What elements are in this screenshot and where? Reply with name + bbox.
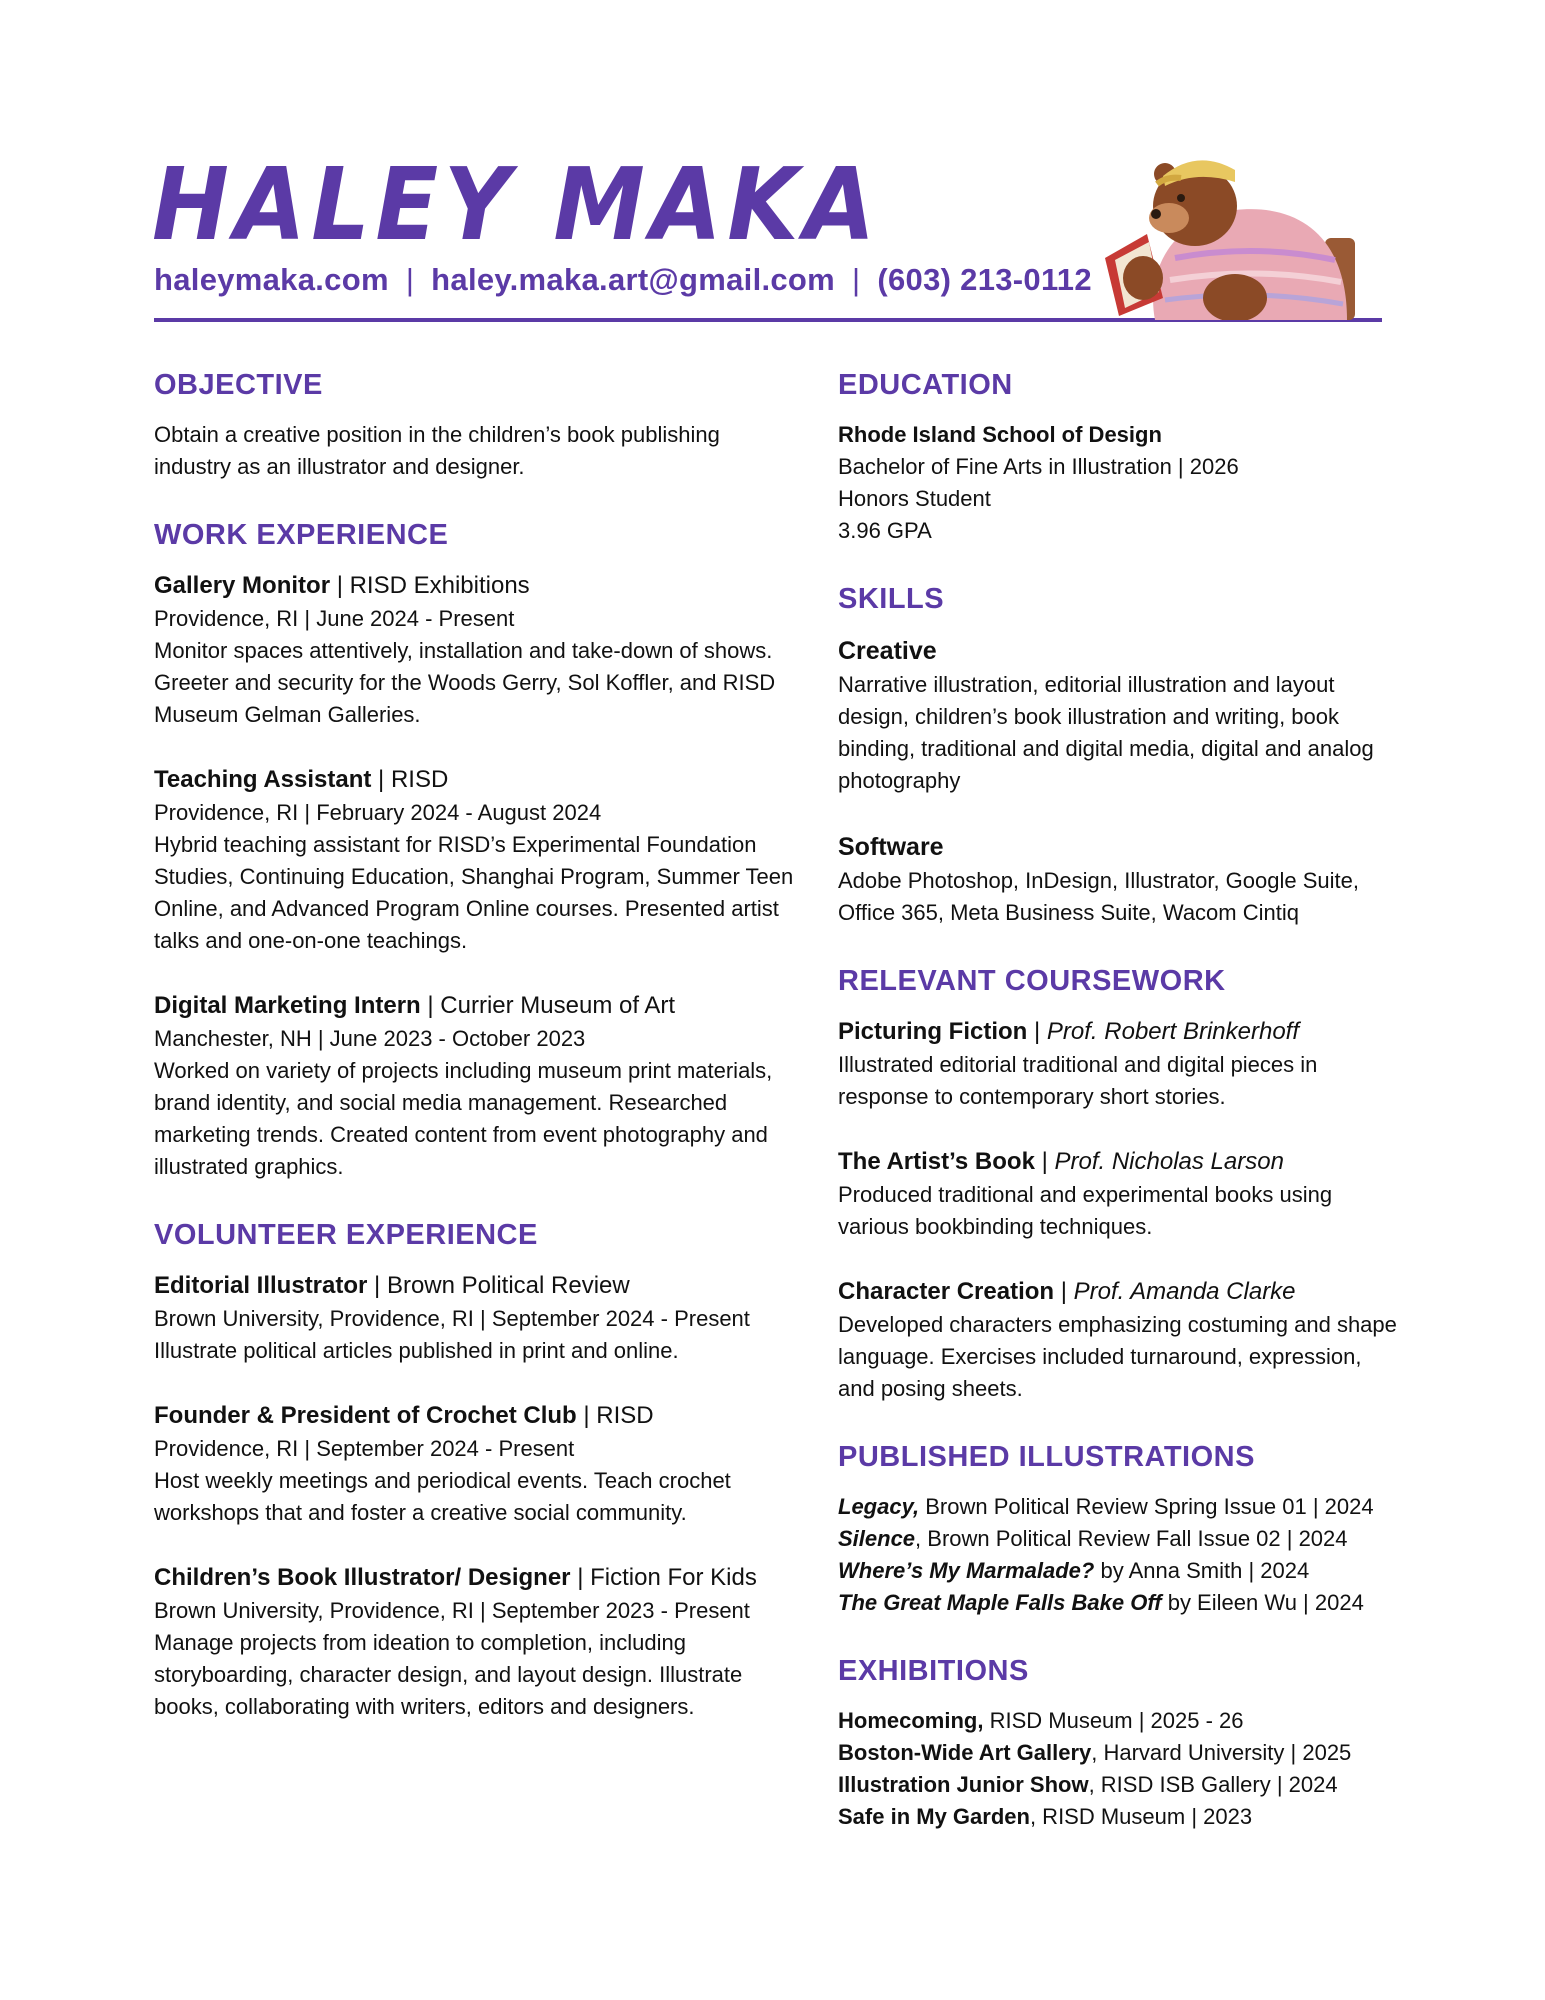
volunteer-entry	[154, 1561, 794, 1723]
course-professor: Prof. Robert Brinkerhoff	[1046, 1018, 1300, 1045]
coursework-section	[838, 961, 1398, 1405]
entry-description: Monitor spaces attentively, installation and take-down of shows. Greeter and security for the Woods Gerry, Sol Koffler, and RISD Museum Gelman Galleries.	[154, 638, 776, 727]
bear-reading-illustration	[1085, 148, 1375, 320]
entry-description: Hybrid teaching assistant for RISD’s Experimental Foundation Studies, Continuing Education, Shanghai Program, Summer Teen Online, and Advanced Program Online courses. Presented artist talks and one-on-one teachings.	[154, 832, 794, 953]
published-work-details: Brown Political Review Spring Issue 01 | 2024	[919, 1494, 1374, 1519]
skills-creative-text: Narrative illustration, editorial illustration and layout design, children’s book illustration and writing, book binding, traditional and digital media, digital and analog photography	[838, 672, 1374, 793]
course-professor: Prof. Nicholas Larson	[1054, 1148, 1284, 1175]
course-name: Picturing Fiction	[838, 1018, 1028, 1045]
course-entry	[838, 1145, 1398, 1243]
course-heading	[838, 1275, 1398, 1309]
entry-role: Gallery Monitor	[154, 572, 331, 599]
entry-role: Digital Marketing Intern	[154, 992, 421, 1019]
course-separator: |	[1027, 1018, 1047, 1045]
course-entry	[838, 1275, 1398, 1405]
entry-role: Children’s Book Illustrator/ Designer	[154, 1564, 571, 1591]
entry-org: | RISD	[371, 766, 449, 793]
course-separator: |	[1054, 1278, 1074, 1305]
honors: Honors Student	[838, 486, 991, 511]
skills-software-title: Software	[838, 833, 944, 861]
exhibition-item	[838, 1801, 1398, 1833]
published-work-title: The Great Maple Falls Bake Off	[838, 1590, 1162, 1615]
exhibition-details: RISD Museum | 2025 - 26	[983, 1708, 1244, 1733]
published-work-details: by Anna Smith | 2024	[1094, 1558, 1310, 1583]
degree: Bachelor of Fine Arts in Illustration | 2026	[838, 454, 1239, 479]
school-name	[838, 419, 1398, 451]
entry-role: Teaching Assistant	[154, 766, 372, 793]
contact-line	[154, 262, 1092, 298]
exhibition-name: Boston-Wide Art Gallery	[838, 1740, 1092, 1765]
skills-software	[838, 829, 1398, 929]
exhibition-name: Safe in My Garden	[838, 1804, 1030, 1829]
entry-heading	[154, 1561, 794, 1595]
phone-number: (603) 213-0112	[877, 262, 1092, 297]
entry-heading	[154, 1399, 794, 1433]
section-title-volunteer-experience: VOLUNTEER EXPERIENCE	[154, 1219, 538, 1251]
exhibition-details: , RISD ISB Gallery | 2024	[1088, 1772, 1338, 1797]
entry-meta: Providence, RI | June 2024 - Present	[154, 606, 515, 631]
course-description: Produced traditional and experimental books using various bookbinding techniques.	[838, 1182, 1333, 1239]
skills-software-text: Adobe Photoshop, InDesign, Illustrator, Google Suite, Office 365, Meta Business Suite, Wacom Cintiq	[838, 868, 1359, 925]
entry-description: Worked on variety of projects including museum print materials, brand identity, and social media management. Researched marketing trends. Created content from event photography and illustrated graphics.	[154, 1058, 773, 1179]
entry-heading	[154, 1269, 794, 1303]
course-name: The Artist’s Book	[838, 1148, 1035, 1175]
entry-description: Manage projects from ideation to completion, including storyboarding, character design, and layout design. Illustrate books, collaborating with writers, editors and designers.	[154, 1630, 743, 1719]
left-column	[154, 365, 794, 1755]
work-entry	[154, 989, 794, 1183]
published-work-details: , Brown Political Review Fall Issue 02 | 2024	[915, 1526, 1348, 1551]
entry-heading	[154, 989, 794, 1023]
entry-meta: Brown University, Providence, RI | September 2023 - Present	[154, 1598, 750, 1623]
gpa: 3.96 GPA	[838, 518, 932, 543]
email-link[interactable]: haley.maka.art@gmail.com	[431, 262, 836, 297]
contact-separator: |	[852, 262, 861, 297]
entry-meta: Manchester, NH | June 2023 - October 2023	[154, 1026, 586, 1051]
course-description: Developed characters emphasizing costuming and shape language. Exercises included turnaround, expression, and posing sheets.	[838, 1312, 1397, 1401]
education-section	[838, 365, 1398, 547]
entry-description: Host weekly meetings and periodical events. Teach crochet workshops that and foster a creative social community.	[154, 1468, 731, 1525]
entry-meta: Brown University, Providence, RI | September 2024 - Present	[154, 1306, 750, 1331]
course-entry	[838, 1015, 1398, 1113]
volunteer-experience-section	[154, 1215, 794, 1723]
section-title-coursework: RELEVANT COURSEWORK	[838, 965, 1226, 997]
entry-description: Illustrate political articles published in print and online.	[154, 1338, 679, 1363]
entry-meta: Providence, RI | February 2024 - August 2024	[154, 800, 602, 825]
published-item	[838, 1587, 1398, 1619]
course-professor: Prof. Amanda Clarke	[1073, 1278, 1296, 1305]
exhibition-details: , Harvard University | 2025	[1091, 1740, 1352, 1765]
entry-org: | Fiction For Kids	[570, 1564, 757, 1591]
skills-section	[838, 579, 1398, 929]
course-heading	[838, 1015, 1398, 1049]
objective-text: Obtain a creative position in the children’s book publishing industry as an illustrator and designer.	[154, 422, 720, 479]
section-title-work-experience: WORK EXPERIENCE	[154, 519, 449, 551]
published-item	[838, 1555, 1398, 1587]
exhibition-item	[838, 1737, 1398, 1769]
entry-role: Editorial Illustrator	[154, 1272, 368, 1299]
objective-section	[154, 365, 794, 483]
course-heading	[838, 1145, 1398, 1179]
contact-separator: |	[405, 262, 415, 297]
skills-creative-title: Creative	[838, 637, 937, 665]
published-work-title: Legacy,	[838, 1494, 920, 1519]
skills-creative	[838, 633, 1398, 797]
exhibition-name: Homecoming,	[838, 1708, 984, 1733]
course-description: Illustrated editorial traditional and digital pieces in response to contemporary short stories.	[838, 1052, 1318, 1109]
published-item	[838, 1523, 1398, 1555]
course-separator: |	[1034, 1148, 1055, 1175]
published-work-title: Where’s My Marmalade?	[838, 1558, 1095, 1583]
exhibition-item	[838, 1705, 1398, 1737]
work-entry	[154, 569, 794, 731]
exhibition-details: , RISD Museum | 2023	[1029, 1804, 1253, 1829]
published-illustrations-section	[838, 1437, 1398, 1619]
volunteer-entry	[154, 1269, 794, 1367]
entry-heading	[154, 569, 794, 603]
course-name: Character Creation	[838, 1278, 1055, 1305]
section-title-published-illustrations: PUBLISHED ILLUSTRATIONS	[838, 1441, 1255, 1473]
work-entry	[154, 763, 794, 957]
volunteer-entry	[154, 1399, 794, 1529]
resume-name: HALEY MAKA	[152, 146, 881, 263]
section-title-skills: SKILLS	[838, 583, 945, 615]
entry-org: | Currier Museum of Art	[420, 992, 675, 1019]
section-title-objective: OBJECTIVE	[154, 369, 323, 401]
entry-role: Founder & President of Crochet Club	[154, 1402, 577, 1429]
entry-meta: Providence, RI | September 2024 - Present	[154, 1436, 575, 1461]
entry-heading	[154, 763, 794, 797]
published-work-details: by Eileen Wu | 2024	[1161, 1590, 1364, 1615]
entry-org: | RISD	[576, 1402, 654, 1429]
exhibitions-section	[838, 1651, 1398, 1833]
school-name-text: Rhode Island School of Design	[838, 422, 1162, 447]
entry-org: | RISD Exhibitions	[330, 572, 530, 599]
website-link[interactable]: haleymaka.com	[154, 262, 389, 297]
published-item	[838, 1491, 1398, 1523]
work-experience-section	[154, 515, 794, 1183]
exhibition-name: Illustration Junior Show	[838, 1772, 1089, 1797]
exhibition-item	[838, 1769, 1398, 1801]
right-column	[838, 365, 1398, 1833]
section-title-education: EDUCATION	[838, 369, 1013, 401]
section-title-exhibitions: EXHIBITIONS	[838, 1655, 1029, 1687]
entry-org: | Brown Political Review	[367, 1272, 630, 1299]
published-work-title: Silence	[838, 1526, 916, 1551]
